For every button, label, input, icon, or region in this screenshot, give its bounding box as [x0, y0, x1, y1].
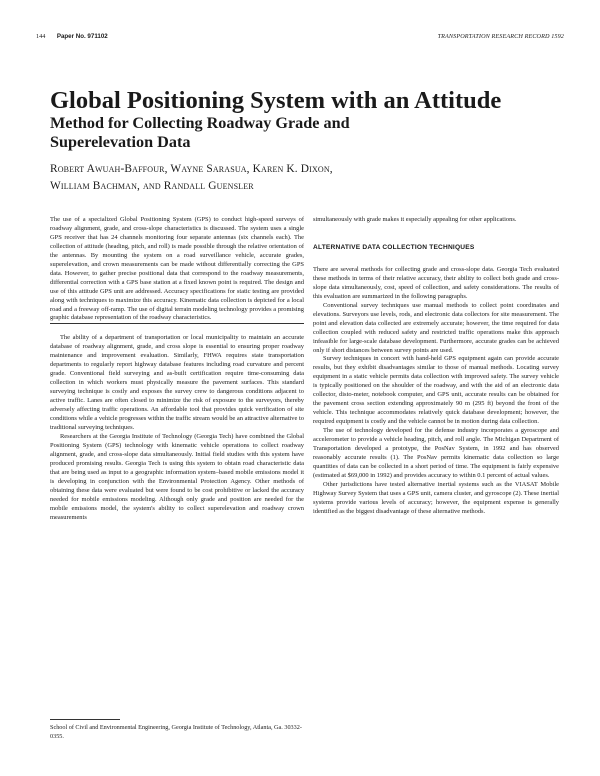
- body-paragraph: There are several methods for collecting grade and cross-slope data. Georgia Tech evaluated these methods in terms of their relative accuracy, their ability to collect both grade and cross-slope data simultaneously, cost, speed of collection, and safety considerations. The results of this evaluation are summarized in the following paragraphs.: [313, 265, 559, 300]
- title-main: Global Positioning System with an Attitude: [50, 87, 502, 114]
- abstract: The use of a specialized Global Positioning System (GPS) to conduct high-speed surveys of roadway alignment, grade, and cross-slope characteristics is discussed. The system uses a single GPS receiver that has 24 channels monitoring four separate antennas (six channels each). The collection of attitude (heading, pitch, and roll) is made possible through the relative orientation of the antennas. By mounting the system on a road surveillance vehicle, accurate grades, superelevation, and crown measurements can be made without differentially correcting the GPS data. However, to gather precise positional data that correspond to the roadway measurements, differential correction with a GPS base station at a fixed known point is required. The design and use of this attitude GPS unit are addressed. Accuracy specifications for static testing are provided along with techniques to maximize this accuracy. Kinematic data collection is depicted for a local road and a freeway off-ramp. The use of digital terrain modeling technology provides a promising graphic database representation of the roadway characteristics.: [50, 216, 304, 322]
- body-paragraph: Survey techniques in concert with hand-held GPS equipment again can provide accurate results, but they exhibit disadvantages similar to those of manual methods. Locating survey equipment in a static vehicle permits data collection with improved safety. The survey vehicle is typically positioned on the shoulder of the roadway, and with the aid of an electronic data collector, disto-meter, notebook computer, and GPS unit, accurate results can be obtained for the pavement cross section extending approximately 90 m (295 ft) beyond the front of the vehicle. This technique accommodates relatively quick database development; however, the required equipment is costly and the vehicle cannot be in motion during data collection.: [313, 355, 559, 426]
- footnote-divider: [50, 719, 120, 720]
- title-subtitle-line1: Method for Collecting Roadway Grade and: [50, 114, 350, 132]
- authors-line1: Robert Awuah-Baffour, Wayne Sarasua, Karen K. Dixon,: [50, 163, 333, 175]
- author-list: [50, 161, 570, 195]
- right-column: [313, 216, 559, 517]
- header-left: [36, 33, 108, 40]
- body-paragraph: The use of technology developed for the defense industry incorporates a gyroscope and accelerometer to provide a vehicle heading, pitch, and roll angle. The Michigan Department of Transportation developed a prototype, the PosNav System, in 1992 and has observed reasonably accurate results (1). The PosNav permits kinematic data collection so large quantities of data can be collected in a short period of time. The equipment is fairly expensive (estimated at $69,000 in 1992) and provides accuracy to within 0.1 percent of actual values.: [313, 427, 559, 479]
- section-heading: ALTERNATIVE DATA COLLECTION TECHNIQUES: [313, 243, 475, 251]
- abstract-divider: [50, 323, 304, 324]
- title-subtitle-line2: Superelevation Data: [50, 133, 191, 151]
- article-title: [50, 87, 570, 152]
- page-number: 144: [36, 33, 46, 40]
- body-paragraph: Conventional survey techniques use manual methods to collect point coordinates and elevations. Surveyors use levels, rods, and electronic data collectors for site measurement. The point and elevation data collected are extremely accurate; however, the time required for data collection coupled with reduced safety and restricted traffic operations make this approach infeasible for large-scale database development. Furthermore, accurate grades can be achieved only if short distances between survey points are used.: [313, 301, 559, 354]
- body-paragraph-continued: simultaneously with grade makes it especially appealing for other applications.: [313, 216, 517, 223]
- paper-number: Paper No. 971102: [56, 33, 108, 40]
- left-column: [50, 216, 304, 522]
- body-paragraph: Researchers at the Georgia Institute of Technology (Georgia Tech) have combined the Global Positioning System (GPS) technology with kinematic vehicle operations to collect roadway alignment, grade, and cross-slope data simultaneously. Initial field studies with this system have produced promising results. Georgia Tech is using this system to obtain road characteristic data that are being used as input to a geographic information system–based mobile emissions model it is developing in conjunction with the Environmental Protection Agency. Other methods of obtaining these data were evaluated but were found to be cost prohibitive or lacked the accuracy needed for mobile emissions modeling. Although only grade and position are needed for the mobile emissions model, the system's ability to collect superelevation and roadway crown measurements: [50, 432, 304, 521]
- body-paragraph: Other jurisdictions have tested alternative inertial systems such as the VIASAT Mobile Highway Survey System that uses a GPS unit, camera cluster, and gyroscope (2). These inertial systems provide various levels of accuracy; however, the equipment expense is generally identified as the biggest disadvantage of these alternative methods.: [313, 480, 559, 515]
- authors-line2: William Bachman, and Randall Guensler: [50, 180, 254, 192]
- author-affiliation-footnote: School of Civil and Environmental Engineering, Georgia Institute of Technology, Atlanta, Ga. 30332-0355.: [50, 724, 302, 740]
- running-header: [36, 33, 564, 45]
- journal-name: TRANSPORTATION RESEARCH RECORD 1592: [437, 33, 564, 40]
- body-paragraph: The ability of a department of transportation or local municipality to maintain an accurate database of roadway alignment, grade, and cross slope is essential to ensuring proper roadway maintenance and improvement evaluation. Similarly, FHWA requires state transportation departments to regularly report highway database features including road curvature and percent grade. Conventional field surveying and as-built certification require time-consuming data collection in which workers must physically measure the pavement surfaces. This standard surveying technique is costly and exposes the survey crew to dangerous conditions adjacent to active traffic. Lanes are often closed to minimize the risk of exposure to the surveyors, thereby adversely affecting traffic operations. An affordable tool that provides quick verification of site conditions while a vehicle progresses within the traffic stream would be an attractive alternative to traditional surveying techniques.: [50, 334, 304, 431]
